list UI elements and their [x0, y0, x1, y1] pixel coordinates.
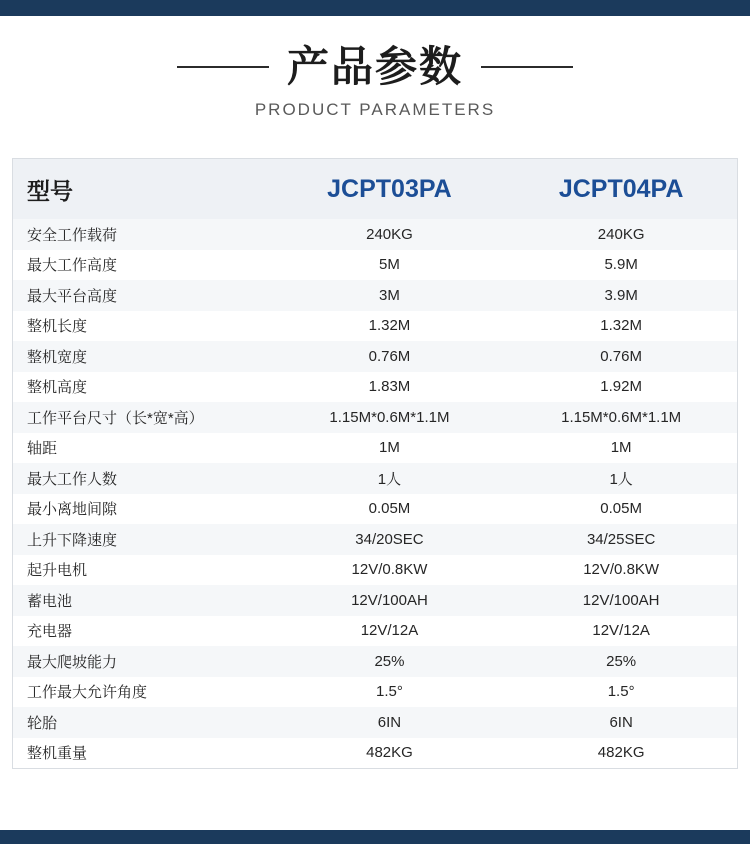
page-subtitle: PRODUCT PARAMETERS: [254, 100, 496, 119]
param-value-jcpt03pa: 34/20SEC: [355, 530, 424, 548]
param-value-jcpt03pa: 1M: [379, 439, 400, 457]
param-value-jcpt04pa: 12V/12A: [592, 622, 650, 640]
param-name: 起升电机: [27, 562, 88, 580]
table-row: [13, 463, 737, 494]
table-row: [13, 372, 737, 403]
title-rule-left: [177, 66, 269, 68]
table-header-row: [13, 159, 737, 219]
param-value-jcpt03pa: 12V/12A: [360, 622, 419, 640]
table-row: [13, 250, 737, 281]
param-value-jcpt04pa: 25%: [606, 652, 637, 670]
table-row: [13, 524, 737, 555]
param-value-jcpt04pa: 482KG: [597, 744, 645, 762]
table-row: [13, 677, 737, 708]
param-value-jcpt04pa: 3.9M: [604, 286, 638, 304]
param-name: 工作最大允许角度: [27, 684, 148, 702]
spec-table: [13, 159, 737, 768]
table-row: [13, 616, 737, 647]
column-header-jcpt03pa: JCPT03PA: [327, 174, 452, 203]
bottom-accent-bar: [0, 830, 750, 844]
param-name: 安全工作载荷: [27, 226, 118, 244]
param-value-jcpt04pa: 1.92M: [600, 378, 642, 396]
param-value-jcpt03pa: 5M: [379, 256, 400, 274]
param-value-jcpt03pa: 12V/100AH: [351, 591, 428, 609]
param-value-jcpt03pa: 6IN: [377, 713, 402, 731]
column-header-jcpt04pa: JCPT04PA: [558, 174, 684, 203]
param-value-jcpt03pa: 240KG: [366, 225, 413, 243]
param-value-jcpt04pa: 1人: [609, 470, 633, 488]
spec-table-head: [13, 159, 737, 219]
param-name: 整机高度: [27, 379, 88, 397]
param-value-jcpt03pa: 1.32M: [368, 317, 411, 335]
param-name: 蓄电池: [27, 592, 73, 610]
table-row: [13, 738, 737, 769]
param-value-jcpt03pa: 1.83M: [368, 378, 411, 396]
param-value-jcpt04pa: 1.5°: [607, 683, 635, 701]
table-row: [13, 433, 737, 464]
param-name: 最大工作高度: [27, 257, 118, 275]
table-row: [13, 494, 737, 525]
spec-table-body: [13, 219, 737, 768]
param-value-jcpt04pa: 1.32M: [600, 317, 642, 335]
param-value-jcpt03pa: 1.5°: [376, 683, 403, 701]
table-row: [13, 585, 737, 616]
param-value-jcpt03pa: 482KG: [366, 744, 413, 762]
page-header: [0, 16, 750, 120]
table-row: [13, 555, 737, 586]
title-row: [0, 43, 750, 90]
table-row: [13, 341, 737, 372]
param-name: 工作平台尺寸（长*宽*高）: [27, 409, 204, 427]
page-title: 产品参数: [286, 43, 463, 90]
param-value-jcpt04pa: 240KG: [597, 225, 645, 243]
param-value-jcpt04pa: 1M: [610, 439, 632, 457]
param-value-jcpt03pa: 1.15M*0.6M*1.1M: [329, 408, 450, 426]
param-name: 充电器: [27, 623, 73, 641]
param-name: 最大工作人数: [27, 470, 118, 488]
param-value-jcpt04pa: 6IN: [609, 713, 633, 731]
column-header-model: 型号: [27, 177, 73, 204]
param-value-jcpt04pa: 34/25SEC: [586, 530, 656, 548]
table-row: [13, 280, 737, 311]
param-value-jcpt04pa: 0.76M: [600, 347, 642, 365]
param-value-jcpt03pa: 12V/0.8KW: [351, 561, 428, 579]
param-name: 轮胎: [27, 714, 58, 732]
spec-table-container: [12, 158, 738, 769]
param-name: 轴距: [27, 440, 58, 458]
table-row: [13, 402, 737, 433]
param-value-jcpt03pa: 1人: [377, 470, 402, 488]
param-name: 最大爬坡能力: [27, 653, 118, 671]
param-value-jcpt03pa: 0.05M: [368, 500, 411, 518]
param-value-jcpt03pa: 25%: [374, 652, 405, 670]
param-value-jcpt03pa: 3M: [379, 286, 400, 304]
param-name: 上升下降速度: [27, 531, 118, 549]
table-row: [13, 219, 737, 250]
top-accent-bar: [0, 0, 750, 16]
table-row: [13, 646, 737, 677]
table-row: [13, 311, 737, 342]
param-name: 最大平台高度: [27, 287, 118, 305]
param-value-jcpt03pa: 0.76M: [368, 347, 411, 365]
param-value-jcpt04pa: 0.05M: [600, 500, 642, 518]
param-name: 整机长度: [27, 318, 88, 336]
title-rule-right: [481, 66, 573, 68]
param-name: 最小离地间隙: [27, 501, 118, 519]
table-row: [13, 707, 737, 738]
param-value-jcpt04pa: 1.15M*0.6M*1.1M: [561, 408, 682, 426]
param-value-jcpt04pa: 12V/0.8KW: [583, 561, 660, 579]
param-name: 整机宽度: [27, 348, 88, 366]
param-name: 整机重量: [27, 745, 88, 763]
param-value-jcpt04pa: 12V/100AH: [582, 591, 660, 609]
param-value-jcpt04pa: 5.9M: [604, 256, 638, 274]
